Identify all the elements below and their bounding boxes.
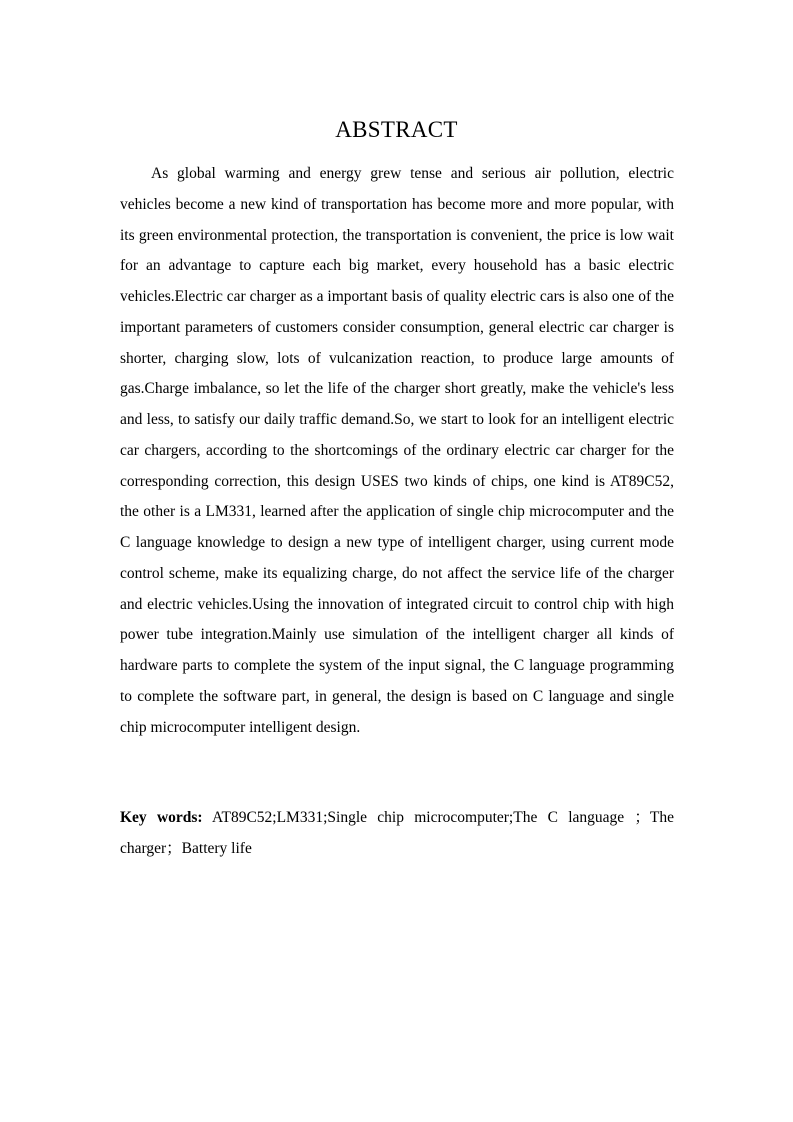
keywords-line <box>120 803 674 865</box>
keywords-label: Key words: <box>120 809 203 826</box>
keywords-list: AT89C52;LM331;Single chip microcomputer;The C language ；The charger；Battery life <box>120 809 674 857</box>
abstract-paragraph: As global warming and energy grew tense and serious air pollution, electric vehicles become a new kind of transportation has become more and more popular, with its green environmental protection, the transportation is convenient, the price is low wait for an advantage to capture each big market, every household has a basic electric vehicles.Electric car charger as a important basis of quality electric cars is also one of the important parameters of customers consider consumption, general electric car charger is shorter, charging slow, lots of vulcanization reaction, to produce large amounts of gas.Charge imbalance, so let the life of the charger short greatly, make the vehicle's less and less, to satisfy our daily traffic demand.So, we start to look for an intelligent electric car chargers, according to the shortcomings of the ordinary electric car charger for the corresponding correction, this design USES two kinds of chips, one kind is AT89C52, the other is a LM331, learned after the application of single chip microcomputer and the C language knowledge to design a new type of intelligent charger, using current mode control scheme, make its equalizing charge, do not affect the service life of the charger and electric vehicles.Using the innovation of integrated circuit to control chip with high power tube integration.Mainly use simulation of the intelligent charger all kinds of hardware parts to complete the system of the input signal, the C language programming to complete the software part, in general, the design is based on C language and single chip microcomputer intelligent design. <box>120 165 674 736</box>
abstract-title: ABSTRACT <box>335 117 458 142</box>
